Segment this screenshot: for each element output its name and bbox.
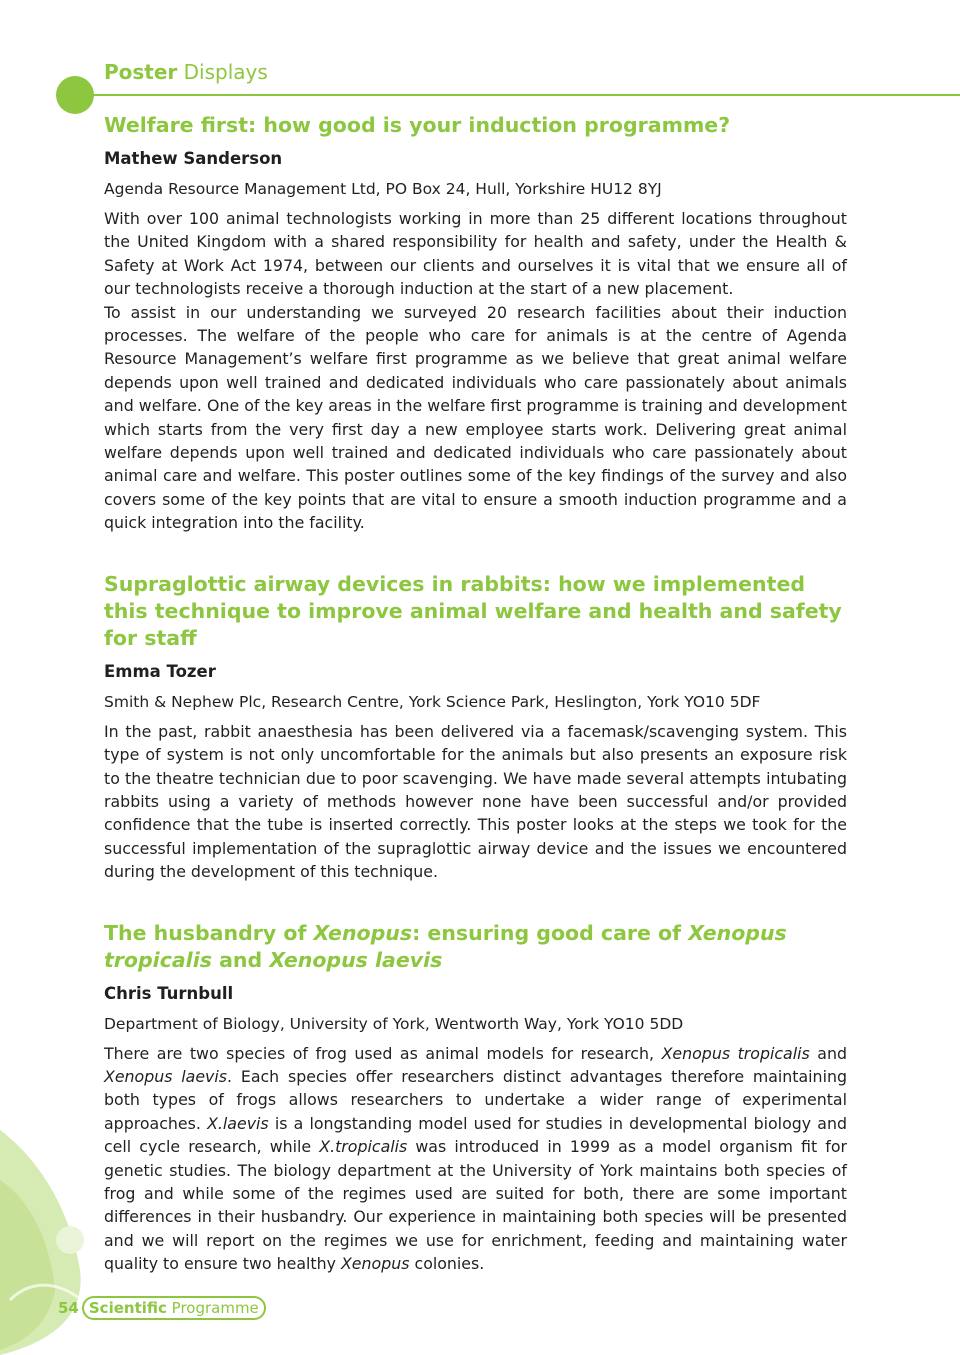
article-supraglottic xyxy=(104,571,847,884)
article-affiliation: Department of Biology, University of York, Wentworth Way, York YO10 5DD xyxy=(104,1014,684,1033)
article-paragraph: With over 100 animal technologists working in more than 25 different locations throughout the United Kingdom with a shared responsibility for health and safety, under the Health & Safety at Work Act 1974, between our clients and ourselves it is vital that we ensure all of our technologists receive a thorough induction at the start of a new placement. xyxy=(104,209,847,299)
article-affiliation: Smith & Nephew Plc, Research Centre, York Science Park, Heslington, York YO10 5DF xyxy=(104,692,761,711)
page-content xyxy=(104,112,847,1312)
article-title: Welfare first: how good is your induction programme? xyxy=(104,113,731,137)
article-xenopus xyxy=(104,920,847,1276)
article-affiliation: Agenda Resource Management Ltd, PO Box 24, Hull, Yorkshire HU12 8YJ xyxy=(104,180,662,198)
article-author: Mathew Sanderson xyxy=(104,149,283,168)
section-label: Poster Displays xyxy=(104,60,268,84)
header-rule xyxy=(75,94,960,96)
article-paragraph: To assist in our understanding we surveyed 20 research facilities about their induction processes. The welfare of the people who care for animals is at the centre of Agenda Resource Management’s welfare first programme as we believe that great animal welfare depends upon well trained and dedicated individuals who care passionately about animals and welfare. One of the key areas in the welfare first programme is training and development which starts from the very first day a new employee starts work. Delivering great animal welfare depends upon well trained and dedicated individuals who care passionately about animal care and welfare. This poster outlines some of the key findings of the survey and also covers some of the key points that are vital to ensure a smooth induction programme and a quick integration into the facility. xyxy=(104,302,847,533)
page-number: 54 xyxy=(58,1299,79,1317)
article-title: The husbandry of Xenopus: ensuring good care of Xenopus tropicalis and Xenopus laevis xyxy=(104,920,787,972)
article-author: Emma Tozer xyxy=(104,661,216,681)
article-welfare-first xyxy=(104,112,847,535)
article-paragraph: There are two species of frog used as animal models for research, Xenopus tropicalis and Xenopus laevis. Each species offer researchers distinct advantages therefore maintaining both types of frogs allows researchers to undertake a wider range of experimental approaches. X.laevis is a longstanding model used for studies in developmental biology and cell cycle research, while X.tropicalis was introduced in 1999 as a model organism fit for genetic studies. The biology department at the University of York maintains both species of frog and while some of the regimes used are suited for both, there are some important differences in their husbandry. Our experience in maintaining both species will be presented and we will report on the regimes we use for enrichment, feeding and maintaining water quality to ensure two healthy Xenopus colonies. xyxy=(104,1043,848,1274)
article-author: Chris Turnbull xyxy=(104,983,234,1003)
page-footer xyxy=(58,1296,266,1320)
article-paragraph: In the past, rabbit anaesthesia has been delivered via a facemask/scavenging system. This type of system is not only uncomfortable for the animals but also presents an exposure risk to the theatre technician due to poor scavenging. We have made several attempts intubating rabbits using a variety of methods however none have been successful and/or provided confidence that the tube is inserted correctly. This poster looks at the steps we took for the successful implementation of the supraglottic airway device and the issues we encountered during the development of this technique. xyxy=(104,721,847,882)
header-dot-icon xyxy=(56,76,94,114)
footer-label: Scientific Programme xyxy=(82,1296,266,1320)
article-title: Supraglottic airway devices in rabbits: how we implemented this technique to improve animal welfare and health and safety for staff xyxy=(104,571,842,650)
